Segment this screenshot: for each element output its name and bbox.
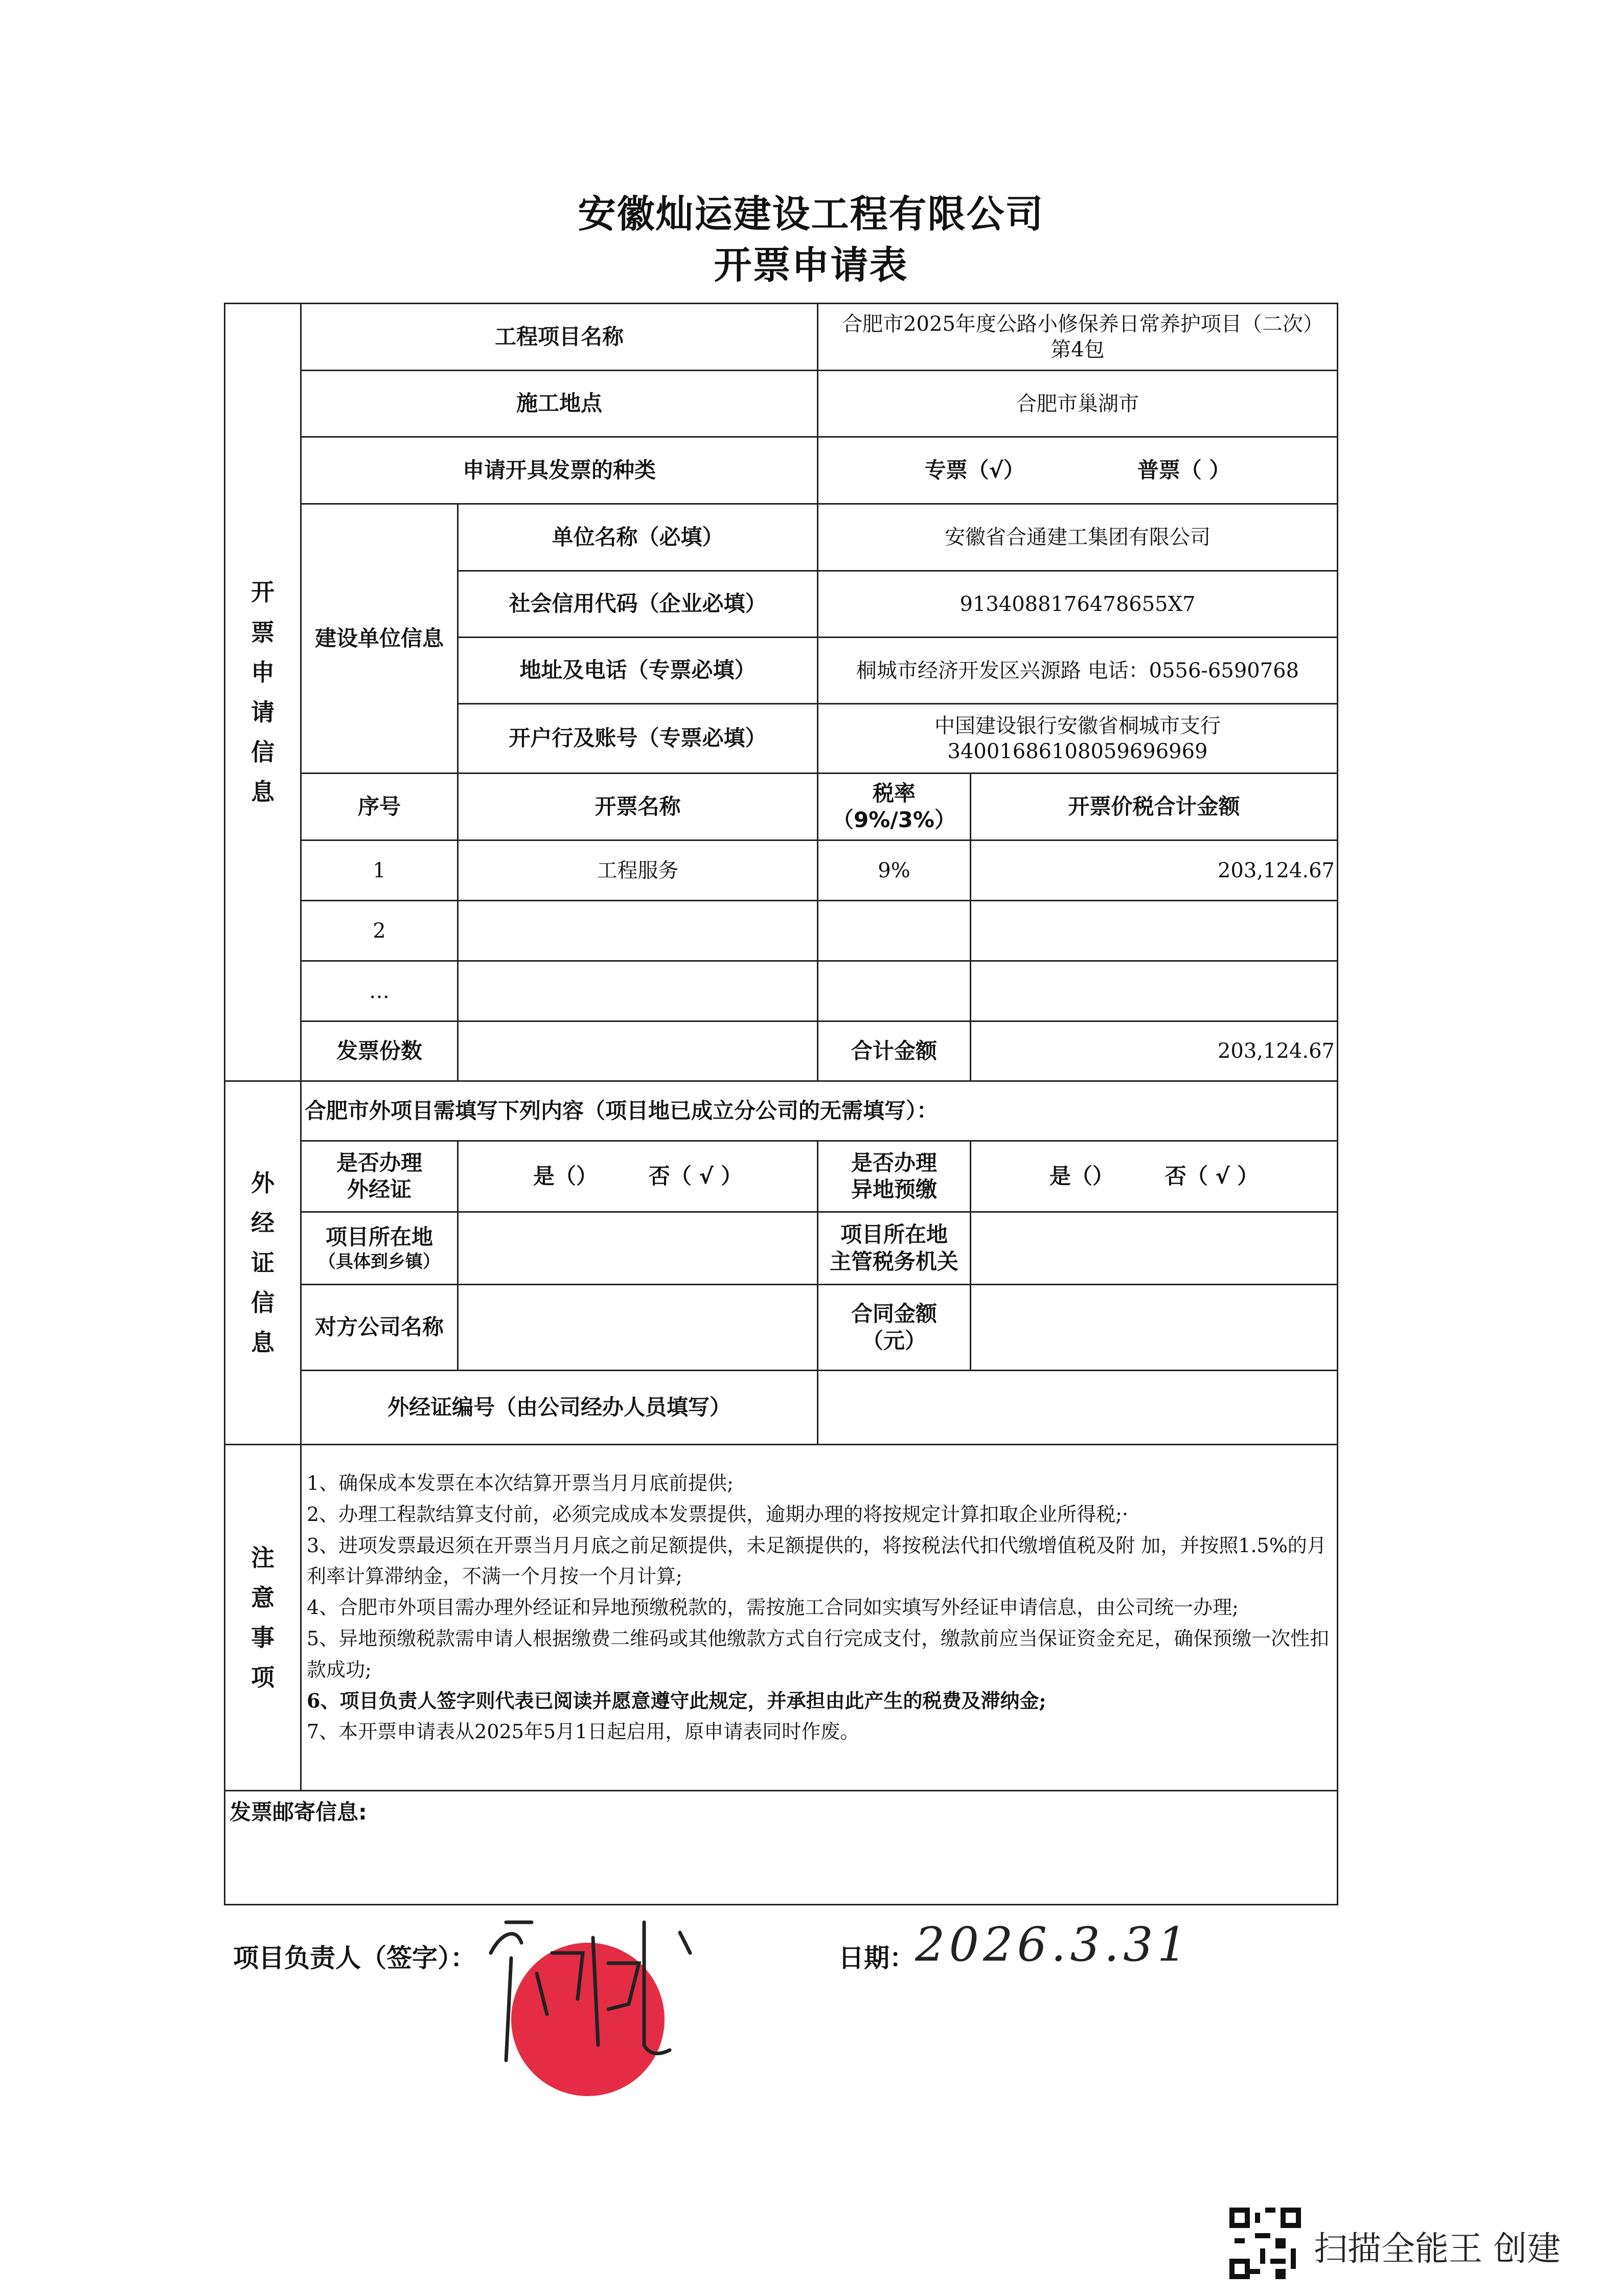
builder-group-label: 建设单位信息	[300, 503, 459, 774]
section-apply-title: 开 票 申 请 信 息	[224, 303, 302, 1082]
contract-amount-value	[970, 1284, 1338, 1371]
note-2: 2、办理工程款结算支付前，必须完成成本发票提供，逾期办理的将按规定计算扣取企业所得税;·	[307, 1503, 1129, 1526]
credit-code-value: 9134088176478655X7	[817, 570, 1338, 638]
project-location-label: 项目所在地 （具体到乡镇）	[300, 1211, 459, 1285]
invoice-type-options	[817, 436, 1338, 505]
builder-name-value: 安徽省合通建工集团有限公司	[817, 503, 1338, 572]
prepay-options	[970, 1140, 1338, 1213]
note-1: 1、确保成本发票在本次结算开票当月月底前提供;	[307, 1472, 734, 1494]
handle-cert-yes: 是（）	[533, 1163, 598, 1189]
prepay-yes: 是（）	[1049, 1163, 1114, 1189]
address-value: 桐城市经济开发区兴源路 电话：0556-6590768	[817, 636, 1338, 704]
tax-authority-label: 项目所在地 主管税务机关	[817, 1211, 971, 1285]
handle-cert-no: 否（ √ ）	[648, 1163, 743, 1189]
row3-no: …	[300, 960, 459, 1022]
cert-number-value	[817, 1370, 1338, 1445]
signer-label: 项目负责人（签字）：	[233, 1943, 476, 1973]
prepay-no: 否（ √ ）	[1164, 1163, 1259, 1189]
note-3: 3、进项发票最迟须在开票当月月底之前足额提供，未足额提供的，将按税法代扣代缴增值税及附 加，并按照1.5%的月利率计算滞纳金，不满一个月按一个月计算;	[307, 1534, 1327, 1588]
project-name-label: 工程项目名称	[300, 303, 818, 371]
row3-rate	[817, 960, 971, 1022]
invoice-count-value	[457, 1020, 818, 1082]
notes-content	[300, 1444, 1338, 1791]
invoice-type-label: 申请开具发票的种类	[300, 436, 818, 505]
row2-amount	[970, 900, 1338, 962]
row1-no: 1	[300, 839, 459, 901]
qr-code-icon	[1229, 2208, 1301, 2279]
contract-amount-label: 合同金额 （元）	[817, 1284, 971, 1371]
section-notes-title: 注 意 事 项	[224, 1444, 302, 1791]
cert-number-label: 外经证编号（由公司经办人员填写）	[300, 1370, 818, 1445]
row2-name	[457, 900, 818, 962]
note-5: 5、异地预缴税款需申请人根据缴费二维码或其他缴款方式自行完成支付，缴款前应当保证资金充足，确保预缴一次性扣款成功;	[307, 1627, 1330, 1681]
invoice-application-form	[224, 303, 1338, 1905]
special-invoice-option: 专票（√）	[924, 457, 1025, 483]
section-outcert-title: 外 经 证 信 息	[224, 1080, 302, 1445]
col-header-rate: 税率（9%/3%）	[817, 772, 971, 841]
mailing-info	[224, 1790, 1338, 1905]
seal-and-signature	[475, 1892, 741, 2106]
row1-name: 工程服务	[457, 839, 818, 901]
normal-invoice-option: 普票（ ）	[1137, 457, 1231, 483]
form-title: 开票申请表	[714, 243, 908, 287]
bank-label: 开户行及账号（专票必填）	[457, 703, 818, 774]
date-label: 日期：	[838, 1943, 915, 1973]
note-6: 6、项目负责人签字则代表已阅读并愿意遵守此规定，并承担由此产生的税费及滞纳金;	[307, 1689, 1046, 1712]
col-header-amount: 开票价税合计金额	[970, 772, 1338, 841]
col-header-name: 开票名称	[457, 772, 818, 841]
red-seal-stamp	[511, 1943, 665, 2096]
tax-authority-value	[970, 1211, 1338, 1285]
project-location-value	[457, 1211, 818, 1285]
project-name-value: 合肥市2025年度公路小修保养日常养护项目（二次）第4包	[817, 303, 1338, 371]
bank-account: 34001686108059696969	[947, 739, 1208, 763]
handle-cert-options	[457, 1140, 818, 1213]
col-header-no: 序号	[300, 772, 459, 841]
bank-value	[817, 703, 1338, 774]
row3-amount	[970, 960, 1338, 1022]
total-amount-label: 合计金额	[817, 1020, 971, 1082]
site-value: 合肥市巢湖市	[817, 370, 1338, 438]
handle-cert-label: 是否办理 外经证	[300, 1140, 459, 1213]
credit-code-label: 社会信用代码（企业必填）	[457, 570, 818, 638]
company-name: 安徽灿运建设工程有限公司	[578, 192, 1044, 236]
total-amount-value: 203,124.67	[970, 1020, 1338, 1082]
row3-name	[457, 960, 818, 1022]
row2-rate	[817, 900, 971, 962]
mailing-label: 发票邮寄信息:	[230, 1800, 367, 1825]
date-value: 2026.3.31	[915, 1917, 1192, 1972]
row1-rate: 9%	[817, 839, 971, 901]
counterparty-label: 对方公司名称	[300, 1284, 459, 1371]
prepay-label: 是否办理 异地预缴	[817, 1140, 971, 1213]
scanner-brand: 扫描全能王 创建	[1314, 2229, 1561, 2268]
outcert-instruction: 合肥市外项目需填写下列内容（项目地已成立分公司的无需填写）：	[300, 1080, 1338, 1142]
invoice-count-label: 发票份数	[300, 1020, 459, 1082]
note-4: 4、合肥市外项目需办理外经证和异地预缴税款的，需按施工合同如实填写外经证申请信息，由公司统一办理;	[307, 1596, 1239, 1619]
builder-name-label: 单位名称（必填）	[457, 503, 818, 572]
site-label: 施工地点	[300, 370, 818, 438]
row2-no: 2	[300, 900, 459, 962]
row1-amount: 203,124.67	[970, 839, 1338, 901]
address-label: 地址及电话（专票必填）	[457, 636, 818, 704]
project-location-note: （具体到乡镇）	[318, 1251, 440, 1272]
note-7: 7、本开票申请表从2025年5月1日起启用，原申请表同时作废。	[307, 1720, 860, 1743]
counterparty-value	[457, 1284, 818, 1371]
bank-name: 中国建设银行安徽省桐城市支行	[934, 714, 1221, 738]
